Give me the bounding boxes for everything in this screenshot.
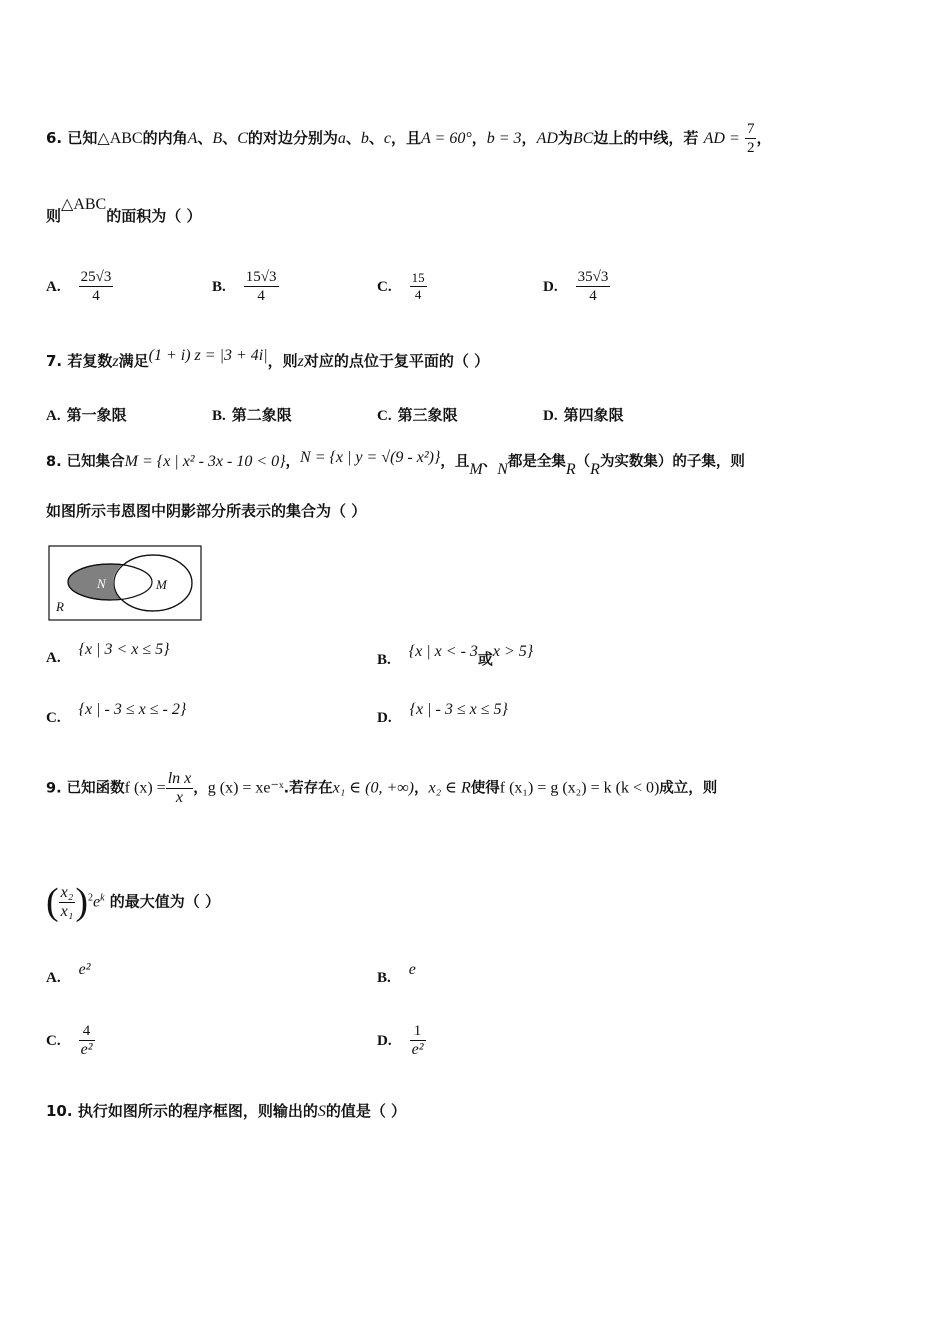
set-n: N = {x | y = √(9 - x²)}: [300, 449, 441, 466]
q7-option-a[interactable]: A. 第一象限: [46, 406, 127, 424]
triangle-abc: △ABC: [97, 130, 143, 147]
set-m: M = {x | x² - 3x - 10 < 0}: [124, 453, 286, 470]
q9-number: 9.: [46, 780, 62, 797]
q7-option-b[interactable]: B. 第二象限: [212, 406, 292, 424]
q9-option-a[interactable]: A. e²: [46, 961, 91, 986]
venn-label-m: M: [156, 577, 167, 592]
q9-option-d[interactable]: D. $\frac{1}{\text{e²}}$: [377, 1023, 424, 1058]
q6-line1: 6. 已知△ABC的内角A、B、C的对边分别为a、b、c，且A = 60°，b = 3，AD为BC边上的中线，若 AD = $\frac{7}{2}$ ，: [46, 121, 772, 156]
fraction-7-2: $\frac{7}{2}$: [746, 121, 755, 156]
q7-line1: 7. 若复数z满足(1 + i) z = |3 + 4i|，则z对应的点位于复平面的（ ）: [46, 347, 490, 370]
q8-number: 8.: [46, 454, 62, 470]
q7-option-d[interactable]: D. 第四象限: [543, 406, 624, 424]
angle-a: A = 60°: [421, 130, 472, 147]
q8-line2: 如图所示韦恩图中阴影部分所表示的集合为（ ）: [46, 502, 367, 520]
q6-option-d[interactable]: D. $\frac{35√3}{4}$: [543, 269, 609, 304]
q9-equation: f (x₁) = g (x₂) = k (k < 0): [499, 779, 660, 797]
q9-option-c[interactable]: C. $\frac{4}{\text{e²}}$: [46, 1023, 93, 1058]
venn-diagram: [48, 545, 208, 625]
q7-equation: (1 + i) z = |3 + 4i|: [148, 347, 268, 364]
q6-option-c[interactable]: C. $\frac{15}{4}$: [377, 270, 425, 302]
venn-label-n: N: [97, 576, 106, 591]
q10-number: 10.: [46, 1102, 73, 1120]
q8-option-c[interactable]: C. {x | - 3 ≤ x ≤ - 2}: [46, 701, 187, 726]
q8-option-d[interactable]: D. {x | - 3 ≤ x ≤ 5}: [377, 701, 508, 726]
q8-line1: 8. 已知集合M = {x | x² - 3x - 10 < 0}，N = {x | y = √(9 - x²)}，且M、N都是全集R（R为实数集）的子集，则: [46, 449, 745, 478]
q8-option-b[interactable]: B. {x | x < - 3或x > 5}: [377, 643, 534, 668]
venn-label-r: R: [56, 599, 64, 614]
q9-option-b[interactable]: B. e: [377, 961, 416, 986]
q6-line2: 则△ABC的面积为（ ）: [46, 196, 202, 225]
q6-option-a[interactable]: A. $\frac{25√3}{4}$: [46, 269, 112, 304]
q8-option-a[interactable]: A. {x | 3 < x ≤ 5}: [46, 641, 170, 666]
q6-number: 6.: [46, 129, 63, 147]
q9-line2: ( $\frac{\text{x₂}}{\text{x₁}}$ )$^2e^k$ 的最大值为（ ）: [46, 881, 221, 923]
q7-number: 7.: [46, 352, 63, 370]
q6-option-b[interactable]: B. $\frac{15√3}{4}$: [212, 269, 277, 304]
q9-line1: 9. 已知函数f (x) = $\frac{\text{ln x}}{x}$ ，g (x) = xe⁻ˣ.若存在x₁ ∈ (0, +∞)，x₂ ∈ R使得f (x₁) = g (x₂) = k (k < 0)成立，则: [46, 770, 718, 806]
q7-option-c[interactable]: C. 第三象限: [377, 406, 458, 424]
q10-line1: 10. 执行如图所示的程序框图，则输出的S的值是（ ）: [46, 1102, 407, 1120]
